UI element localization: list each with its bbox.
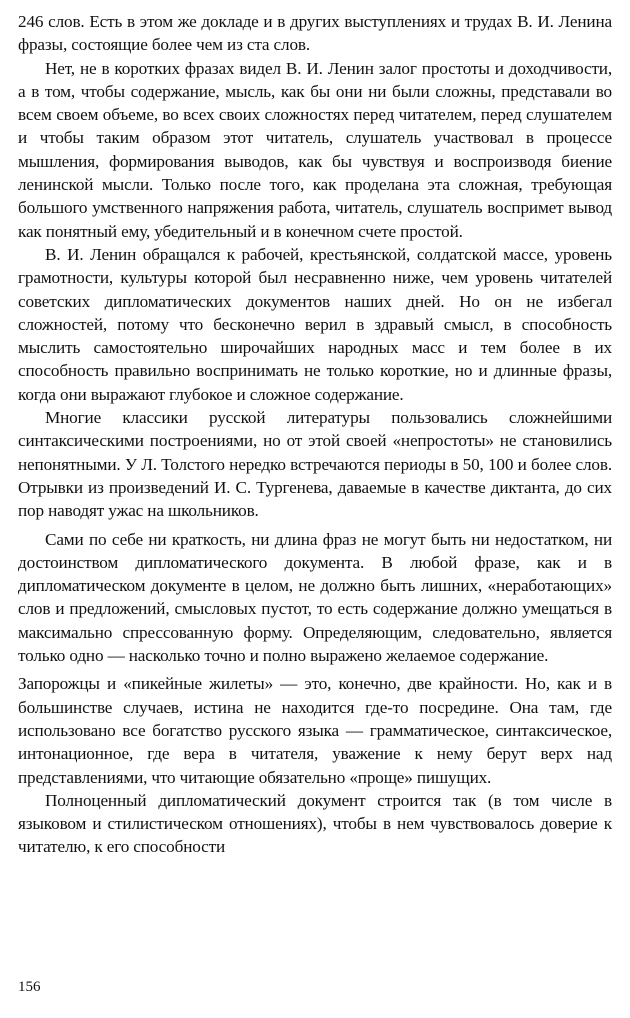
body-text bbox=[18, 10, 612, 859]
paragraph-continuation: 246 слов. Есть в этом же докладе и в других выступлениях и трудах В. И. Ленина фразы, состоящие более чем из ста слов. bbox=[18, 12, 612, 55]
page-number: 156 bbox=[18, 979, 41, 995]
paragraph-3: В. И. Ленин обращался к рабочей, крестьянской, солдатской массе, уровень грамотности, культуры которой был несравненно ниже, чем уровень читателей советских дипломатических документов наших дней. Но он не избегал сложностей, потому что бесконечно верил в здравый смысл, в способность мыслить самостоятельно широчайших народных масс и тем более в их способность правильно воспринимать не только короткие, но и длинные фразы, когда они выражают глубокое и сложное содержание. bbox=[18, 244, 612, 404]
paragraph-4: Многие классики русской литературы пользовались сложнейшими синтаксическими построениями, но от этой своей «непростоты» не становились непонятными. У Л. Толстого нередко встречаются периоды в 50, 100 и более слов. Отрывки из произведений И. С. Тургенева, даваемые в качестве диктанта, до сих пор наводят ужас на школьников. bbox=[18, 408, 612, 521]
paragraph-6: Запорожцы и «пикейные жилеты» — это, конечно, две крайности. Но, как и в большинстве случаев, истина не находится где-то посредине. Она там, где использовано все богатство русского языка — грамматическое, синтаксическое, интонационное, где вера в читателя, уважение к нему берут верх над представлениями, что читающие обязательно «проще» пишущих. bbox=[18, 674, 612, 787]
paragraph-7: Полноценный дипломатический документ строится так (в том числе в языковом и стилистическом отношениях), чтобы в нем чувствовалось доверие к читателю, к его способности bbox=[18, 790, 612, 857]
paragraph-2: Нет, не в коротких фразах видел В. И. Ленин залог простоты и доходчивости, а в том, чтобы содержание, мысль, как бы они ни были сложны, представали во всем своем объеме, во всех своих сложностях перед читателем, перед слушателем и чтобы таким образом этот читатель, слушатель участвовал в процессе мышления, формирования выводов, как бы чувствуя и воспроизводя биение ленинской мысли. Только после того, как проделана эта сложная, требующая большого умственного напряжения работа, читатель, слушатель воспримет вывод как понятный ему, убедительный и в конечном счете простой. bbox=[18, 58, 612, 241]
paragraph-5: Сами по себе ни краткость, ни длина фраз не могут быть ни недостатком, ни достоинством дипломатического документа. В любой фразе, как и в дипломатическом документе в целом, не должно быть лишних, «неработающих» слов и предложений, смысловых пустот, то есть содержание должно умещаться в максимально спрессованную форму. Определяющим, следовательно, является только одно — насколько точно и полно выражено желаемое содержание. bbox=[18, 529, 612, 666]
